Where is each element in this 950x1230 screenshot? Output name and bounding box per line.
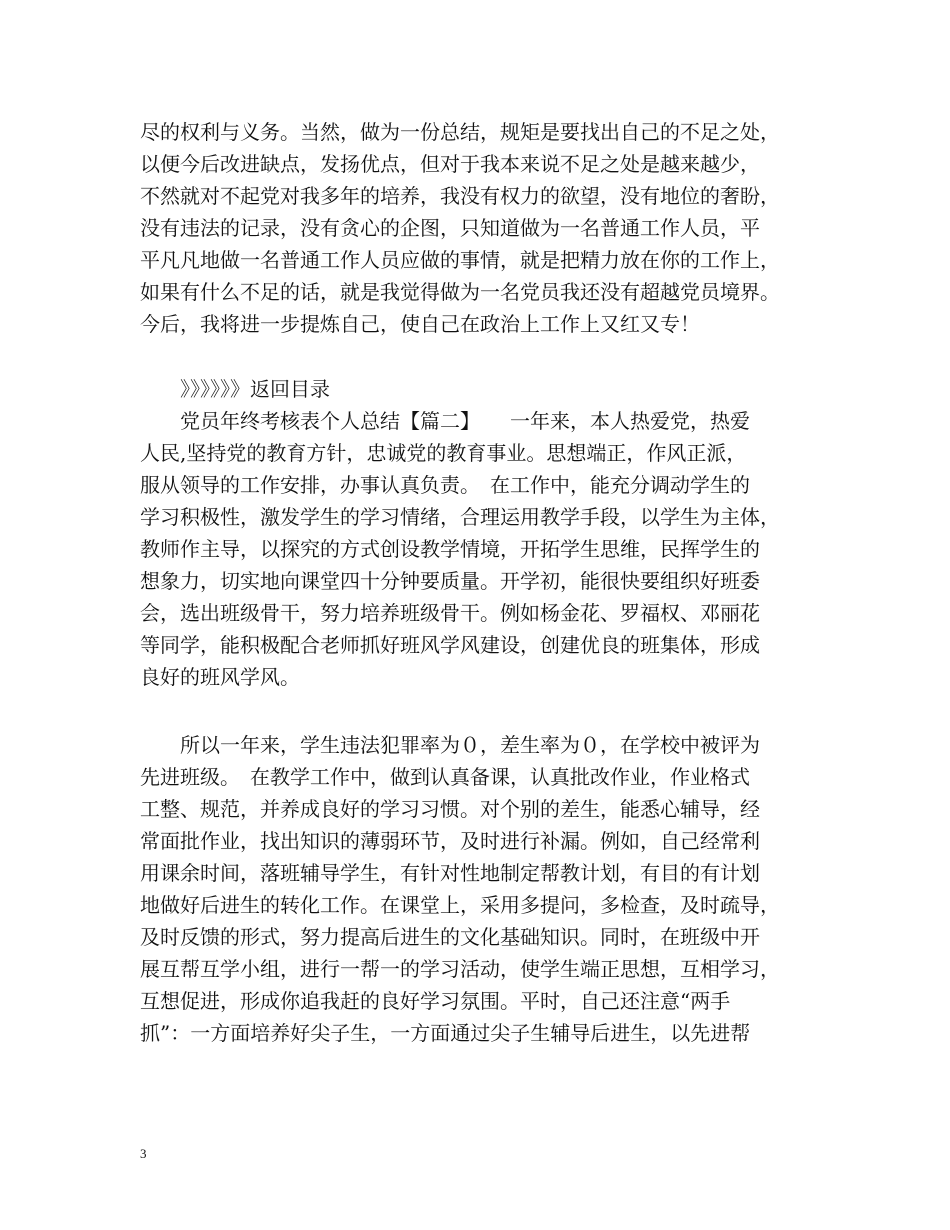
text-line: 良好的班风学风。 — [140, 665, 300, 689]
text-line: 先进班级。 在教学工作中，做到认真备课，认真批改作业，作业格式 — [140, 765, 750, 789]
text-line: 教师作主导，以探究的方式创设教学情境，开拓学生思维，民挥学生的 — [140, 537, 760, 561]
text-line: 等同学，能积极配合老师抓好班风学风建设，创建优良的班集体，形成 — [140, 633, 760, 657]
text-line: 想象力，切实地向课堂四十分钟要质量。开学初，能很快要组织好班委 — [140, 569, 760, 593]
paragraph-three — [140, 729, 830, 1049]
text-line: 如果有什么不足的话，就是我觉得做为一名党员我还没有超越党员境界。 — [140, 280, 780, 304]
text-line: 互想促进，形成你追我赶的良好学习氛围。平时，自己还注意“两手 — [140, 989, 731, 1013]
text-line: 抓”：一方面培养好尖子生，一方面通过尖子生辅导后进生，以先进帮 — [140, 1021, 751, 1045]
text-line: 不然就对不起党对我多年的培养，我没有权力的欲望，没有地位的奢盼， — [140, 184, 780, 208]
paragraph-section-two — [140, 373, 830, 693]
text-line: 服从领导的工作安排，办事认真负责。 在工作中，能充分调动学生的 — [140, 473, 750, 497]
text-line: 所以一年来，学生违法犯罪率为０，差生率为０，在学校中被评为 — [180, 733, 760, 757]
text-line: 及时反馈的形式，努力提高后进生的文化基础知识。同时，在班级中开 — [140, 925, 760, 949]
text-line: 人民,坚持党的教育方针，忠诚党的教育事业。思想端正，作风正派， — [140, 441, 747, 465]
paragraph-continued — [140, 116, 830, 340]
text-line: 会，选出班级骨干，努力培养班级骨干。例如杨金花、罗福权、邓丽花 — [140, 601, 760, 625]
text-line: 常面批作业，找出知识的薄弱环节，及时进行补漏。例如，自己经常利 — [140, 829, 760, 853]
text-line: 工整、规范，并养成良好的学习习惯。对个别的差生，能悉心辅导，经 — [140, 797, 760, 821]
text-line: 尽的权利与义务。当然，做为一份总结，规矩是要找出自己的不足之处， — [140, 120, 780, 144]
section-heading-line: 党员年终考核表个人总结【篇二】 一年来，本人热爱党，热爱 — [180, 409, 750, 433]
text-line: 以便今后改进缺点，发扬优点，但对于我本来说不足之处是越来越少， — [140, 152, 760, 176]
text-line: 学习积极性，激发学生的学习情绪，合理运用教学手段，以学生为主体， — [140, 505, 780, 529]
text-line: 今后，我将进一步提炼自己，使自己在政治上工作上又红又专！ — [140, 312, 700, 336]
text-line: 展互帮互学小组，进行一帮一的学习活动，使学生端正思想，互相学习， — [140, 957, 780, 981]
return-to-contents-link[interactable]: 》》》》》》返回目录 — [180, 377, 330, 401]
text-line: 地做好后进生的转化工作。在课堂上，采用多提问，多检查，及时疏导， — [140, 893, 780, 917]
text-line: 没有违法的记录，没有贪心的企图，只知道做为一名普通工作人员，平 — [140, 216, 760, 240]
text-line: 用课余时间，落班辅导学生，有针对性地制定帮教计划，有目的有计划 — [140, 861, 760, 885]
text-line: 平凡凡地做一名普通工作人员应做的事情，就是把精力放在你的工作上， — [140, 248, 780, 272]
page-number: 3 — [140, 1146, 147, 1161]
